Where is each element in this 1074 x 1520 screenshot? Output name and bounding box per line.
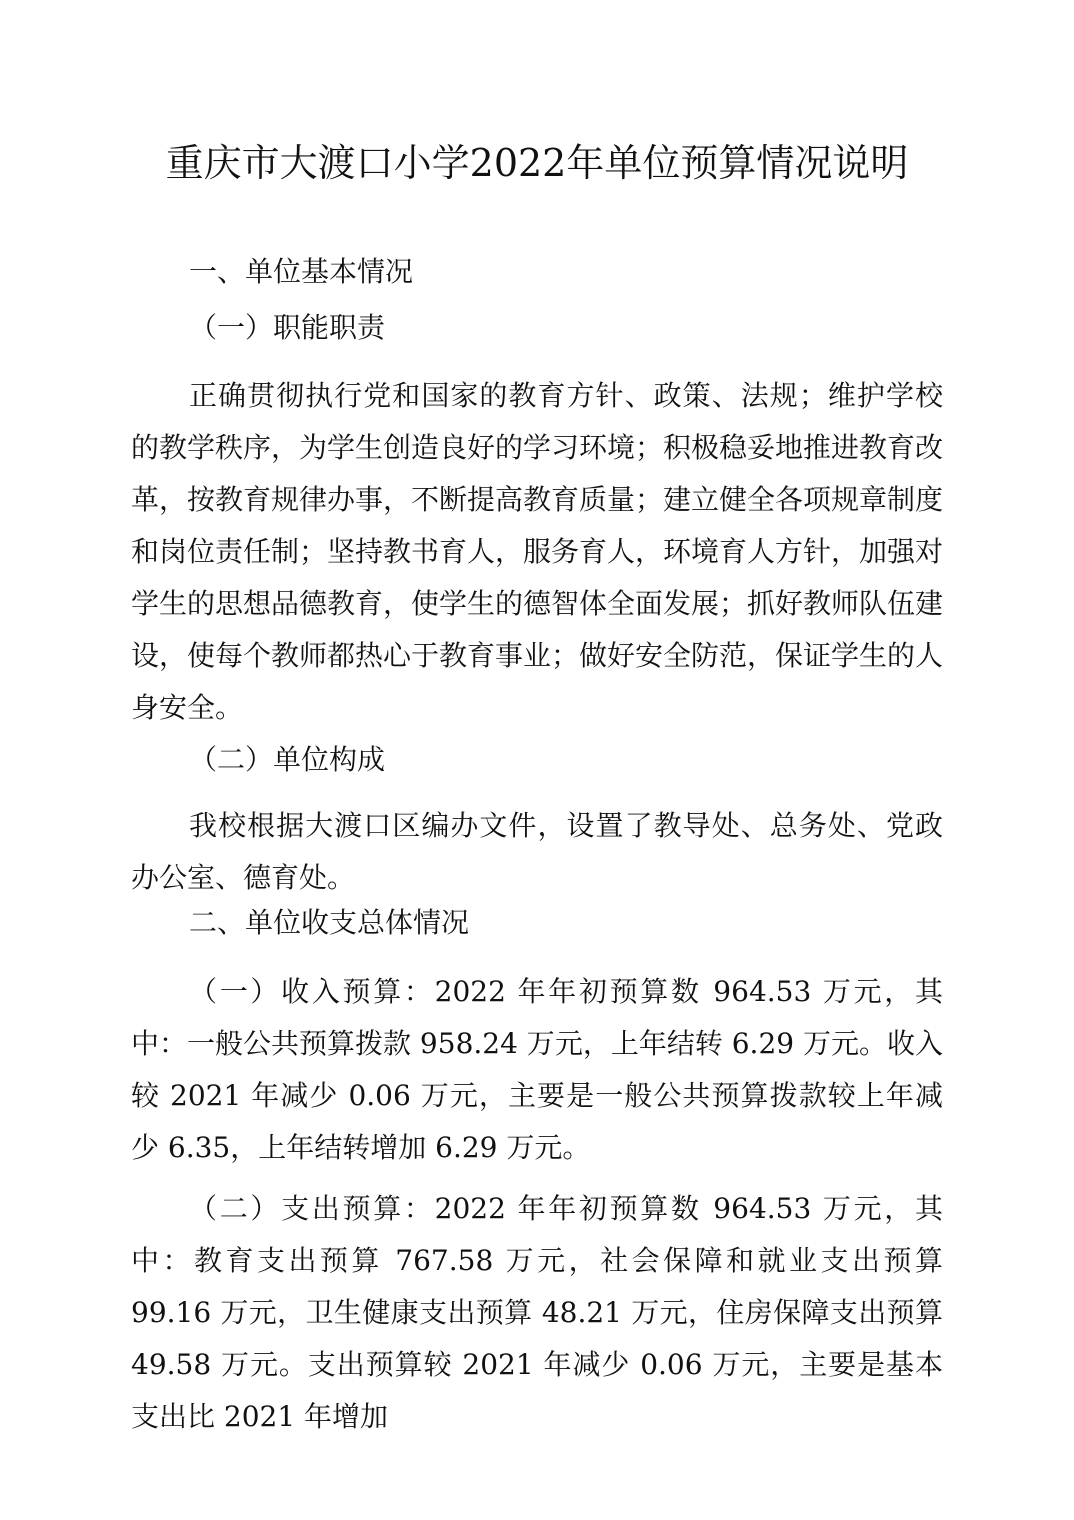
composition-paragraph bbox=[131, 800, 943, 904]
composition-text: 我校根据大渡口区编办文件，设置了教导处、总务处、党政办公室、德育处。 bbox=[131, 809, 943, 894]
income-paragraph bbox=[131, 966, 943, 1174]
subsection-heading-duties: （一）职能职责 bbox=[189, 311, 386, 344]
section-heading-budget-overview: 二、单位收支总体情况 bbox=[189, 906, 470, 939]
section-heading-basic-info: 一、单位基本情况 bbox=[189, 255, 414, 288]
expense-text: （二）支出预算：2022 年年初预算数 964.53 万元，其中：教育支出预算 767.58 万元，社会保障和就业支出预算 99.16 万元，卫生健康支出预算 48.21 万元，住房保障支出预算 49.58 万元。支出预算较 2021 年减少 0.06 万元，主要是基本支出比 2021 年增加 bbox=[131, 1192, 943, 1433]
duties-text: 正确贯彻执行党和国家的教育方针、政策、法规；维护学校的教学秩序，为学生创造良好的学习环境；积极稳妥地推进教育改革，按教育规律办事，不断提高教育质量；建立健全各项规章制度和岗位责任制；坚持教书育人，服务育人，环境育人方针，加强对学生的思想品德教育，使学生的德智体全面发展；抓好教师队伍建设，使每个教师都热心于教育事业；做好安全防范，保证学生的人身安全。 bbox=[131, 379, 944, 724]
expense-paragraph bbox=[131, 1183, 943, 1443]
income-text: （一）收入预算：2022 年年初预算数 964.53 万元，其中：一般公共预算拨款 958.24 万元，上年结转 6.29 万元。收入较 2021 年减少 0.06 万元，主要是一般公共预算拨款较上年减少 6.35，上年结转增加 6.29 万元。 bbox=[131, 975, 943, 1164]
subsection-heading-composition: （二）单位构成 bbox=[189, 743, 386, 776]
page-title: 重庆市大渡口小学2022年单位预算情况说明 bbox=[165, 141, 909, 185]
duties-paragraph bbox=[131, 370, 943, 734]
